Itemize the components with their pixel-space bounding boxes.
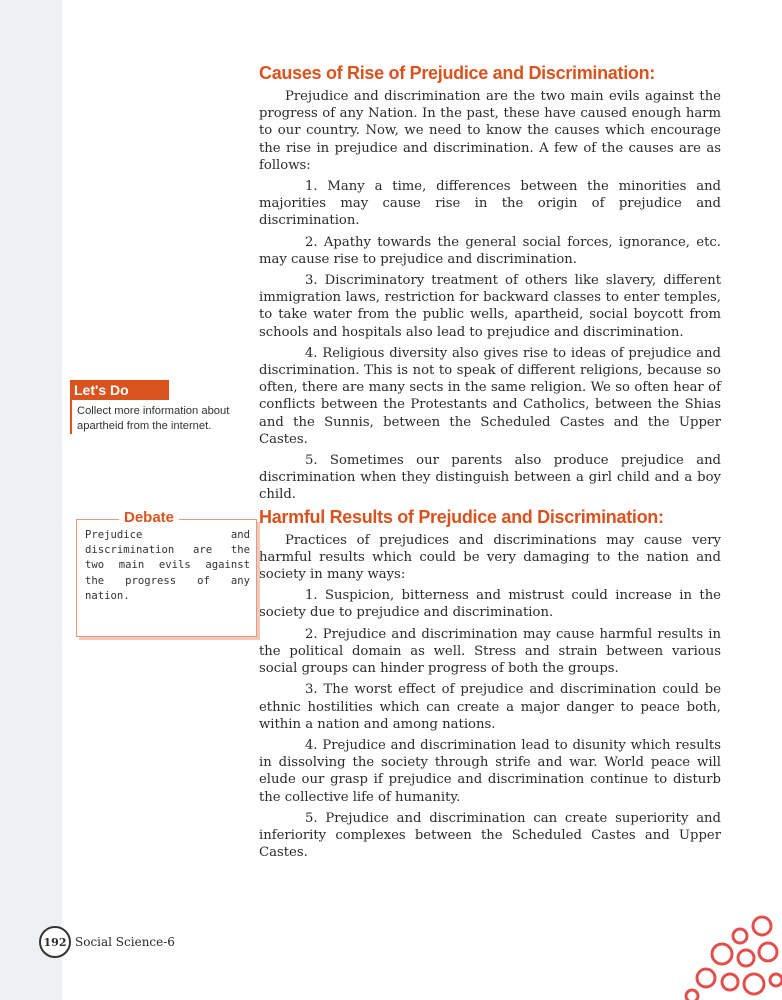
page-number-badge bbox=[39, 926, 71, 958]
section2-item-2: 2. Prejudice and discrimination may cause harmful results in the political domain as well. Stress and strain between various social groups can hinder progress of both the groups. bbox=[259, 626, 721, 677]
section2-item-1: 1. Suspicion, bitterness and mistrust could increase in the society due to prejudice and discrimination. bbox=[259, 588, 721, 621]
lets-do-title: Let's Do bbox=[70, 380, 169, 400]
section1-item-2: 2. Apathy towards the general social forces, ignorance, etc. may cause rise to prejudice and discrimination. bbox=[259, 234, 721, 267]
section1-intro: Prejudice and discrimination are the two main evils against the progress of any Nation. In the past, these have caused enough harm to our country. Now, we need to know the causes which encourage the rise in prejudice and discrimination. A few of the causes are as follows: bbox=[259, 89, 721, 173]
left-margin-strip bbox=[0, 0, 62, 1000]
debate-box bbox=[76, 509, 257, 637]
lets-do-text: Collect more information about apartheid from the internet. bbox=[77, 405, 230, 432]
section1-title: Causes of Rise of Prejudice and Discrimination: bbox=[259, 63, 655, 83]
section1-item-4: 4. Religious diversity also gives rise to ideas of prejudice and discrimination. This is not to speak of different religions, because so often, there are many sects in the same religion. We so often hear of conflicts between the Protestants and Catholics, between the Shias and the Sunnis, between the Scheduled Castes and the Upper Castes. bbox=[259, 345, 721, 447]
section2-item-3: 3. The worst effect of prejudice and discrimination could be ethnic hostilities which can create a major danger to peace both, within a nation and among nations. bbox=[259, 682, 721, 732]
section2-item-5: 5. Prejudice and discrimination can create superiority and inferiority complexes between the Scheduled Castes and Upper Castes. bbox=[259, 810, 721, 861]
section2-title: Harmful Results of Prejudice and Discrimination: bbox=[259, 506, 664, 527]
debate-title: Debate bbox=[119, 509, 179, 526]
section2-intro: Practices of prejudices and discriminations may cause very harmful results which could be very damaging to the nation and society in many ways: bbox=[259, 532, 721, 583]
book-title: Social Science-6 bbox=[75, 935, 175, 949]
debate-text: Prejudice and discrimination are the two main evils against the progress of any nation. bbox=[85, 529, 250, 602]
decorative-circles-icon bbox=[670, 908, 782, 1000]
section1-item-5: 5. Sometimes our parents also produce prejudice and discrimination when they distinguish between a girl child and a boy child. bbox=[259, 453, 721, 503]
section1-item-3: 3. Discriminatory treatment of others like slavery, different immigration laws, restriction for backward classes to enter temples, to take water from the public wells, apartheid, social boycott from schools and hospitals also lead to prejudice and discrimination. bbox=[259, 273, 721, 340]
section1-item-1: 1. Many a time, differences between the minorities and majorities may cause rise in the origin of prejudice and discrimination. bbox=[259, 179, 721, 229]
page-number: 192 bbox=[43, 935, 67, 949]
page-footer bbox=[39, 926, 175, 958]
section2-item-4: 4. Prejudice and discrimination lead to disunity which results in dissolving the society through strife and war. World peace will elude our grasp if prejudice and discrimination continue to disturb the collective life of humanity. bbox=[259, 737, 721, 805]
main-column bbox=[259, 62, 721, 861]
lets-do-box bbox=[70, 380, 255, 434]
